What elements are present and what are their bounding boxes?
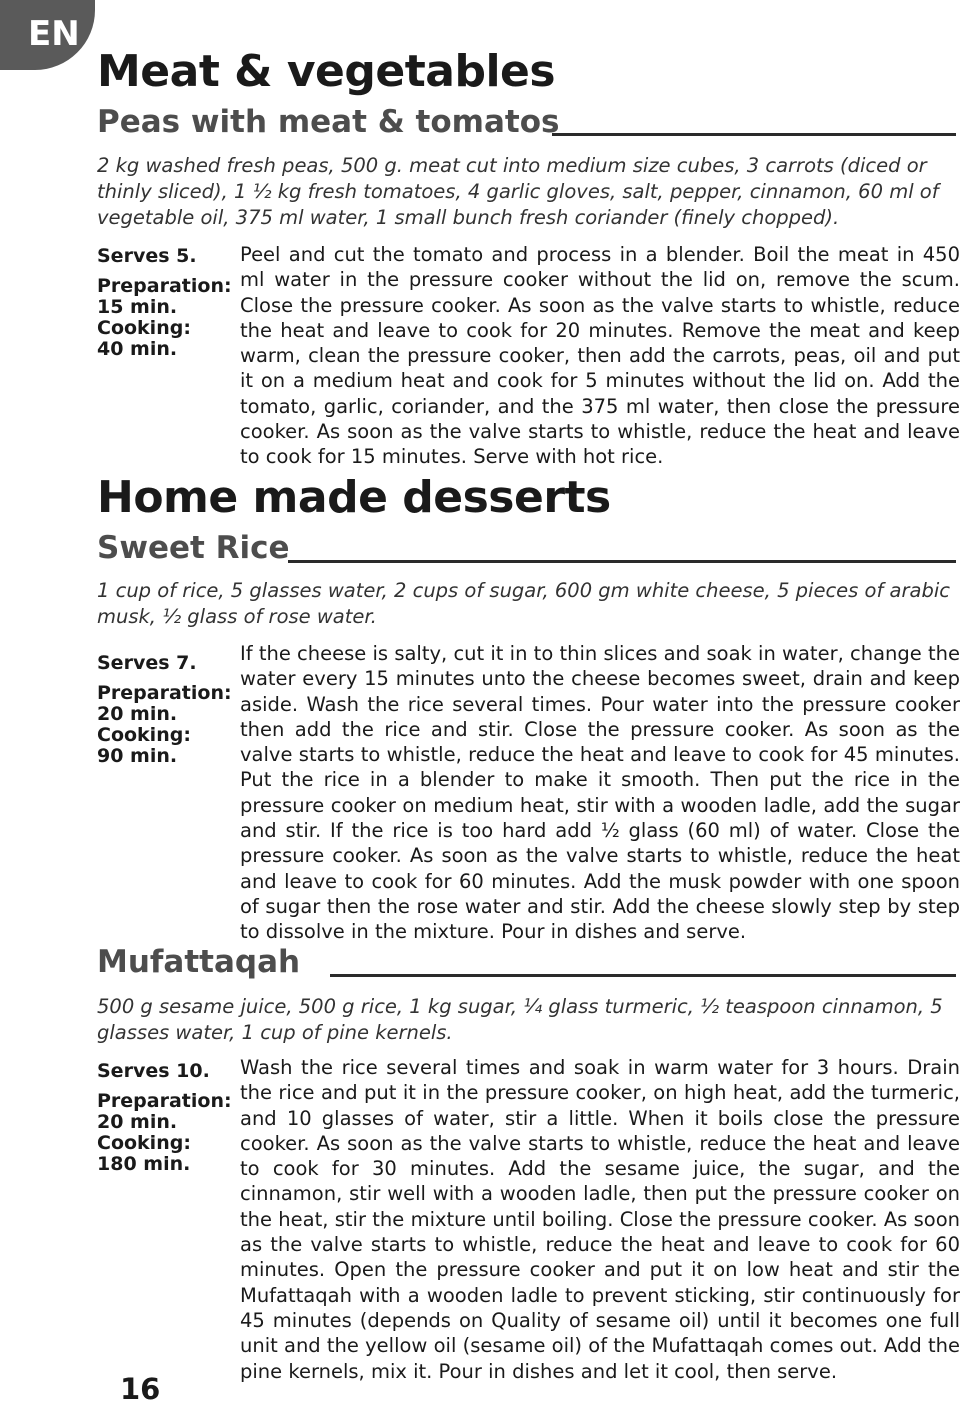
title-rule [288,560,956,563]
serves-label: Serves 7. [97,652,197,674]
serves-label: Serves 10. [97,1060,210,1082]
recipe-meta-sweet-rice [97,653,237,767]
cooking-label: Cooking: [97,724,191,746]
recipe-method-sweet-rice: If the cheese is salty, cut it in to thin slices and soak in water, change the water every 15 minutes unto the cheese becomes sweet, drain and keep aside. Wash the rice several times. Pour water into the pressure cooker then add the rice and stir. Close the pressure cooker. As soon as the valve starts to whistle, reduce the heat and leave to cook for 45 minutes. Put the rice in a blender to make it smooth. Then put the rice in the pressure cooker on medium heat, stir with a wooden ladle, add the sugar and stir. If the rice is too hard add ½ glass (60 ml) of water. Close the pressure cooker. As soon as the valve starts to whistle, reduce the heat and leave to cook for 60 minutes. Add the musk powder with one spoon of sugar then the rose water and stir. Add the cheese slowly step by step to dissolve in the mixture. Pour in dishes and serve. [240,642,960,944]
recipe-title-sweet-rice: Sweet Rice [97,530,290,566]
recipe-meta-peas [97,246,237,360]
section-title-home-made-desserts: Home made desserts [97,472,611,523]
page-number: 16 [120,1372,161,1406]
cooking-label: Cooking: [97,317,191,339]
preparation-label: Preparation: [97,275,232,297]
preparation-time: 20 min. [97,1111,178,1133]
recipe-meta-mufattaqah [97,1061,237,1175]
cooking-time: 180 min. [97,1153,191,1175]
recipe-ingredients-mufattaqah: 500 g sesame juice, 500 g rice, 1 kg sugar, ¼ glass turmeric, ½ teaspoon cinnamon, 5 glasses water, 1 cup of pine kernels. [97,995,943,1044]
preparation-label: Preparation: [97,1090,232,1112]
preparation-label: Preparation: [97,682,232,704]
language-tab: EN [0,0,95,70]
recipe-title-peas: Peas with meat & tomatos [97,104,560,140]
preparation-time: 20 min. [97,703,178,725]
recipe-title-mufattaqah: Mufattaqah [97,944,301,980]
preparation-time: 15 min. [97,296,178,318]
title-rule [552,133,956,136]
recipe-ingredients-sweet-rice: 1 cup of rice, 5 glasses water, 2 cups of sugar, 600 gm white cheese, 5 pieces of arabic musk, ½ glass of rose water. [97,579,950,628]
section-title-meat-vegetables: Meat & vegetables [97,46,556,97]
cooking-label: Cooking: [97,1132,191,1154]
recipe-ingredients-peas: 2 kg washed fresh peas, 500 g. meat cut into medium size cubes, 3 carrots (diced or thinly sliced), 1 ½ kg fresh tomatoes, 4 garlic gloves, salt, pepper, cinnamon, 60 ml of vegetable oil, 375 ml water, 1 small bunch fresh coriander (finely chopped). [97,154,939,229]
recipe-method-peas: Peel and cut the tomato and process in a blender. Boil the meat in 450 ml water in the pressure cooker without the lid on, remove the scum. Close the pressure cooker. As soon as the valve starts to whistle, reduce the heat and leave to cook for 20 minutes. Remove the meat and keep warm, clean the pressure cooker, then add the carrots, peas, oil and put it on a medium heat and cook for 5 minutes without the lid on. Add the tomato, garlic, coriander, and the 375 ml water, then close the pressure cooker. As soon as the valve starts to whistle, reduce the heat and leave to cook for 15 minutes. Serve with hot rice. [240,243,960,469]
serves-label: Serves 5. [97,245,197,267]
cooking-time: 90 min. [97,745,178,767]
recipe-method-mufattaqah: Wash the rice several times and soak in warm water for 3 hours. Drain the rice and put it in the pressure cooker, on high heat, add the turmeric, and 10 glasses of water, stir a little. When it boils close the pressure cooker. As soon as the valve starts to whistle, reduce the heat and leave to cook for 30 minutes. Add the sesame juice, the sugar, and the cinnamon, stir well with a wooden ladle, then put the pressure cooker on the heat, stir the mixture until boiling. Close the pressure cooker. As soon as the valve starts to whistle, reduce the heat and leave to cook for 60 minutes. Open the pressure cooker and put it on low heat and stir the Mufattaqah with a wooden ladle to prevent sticking, stir continuously for 45 minutes (depends on Quality of sesame oil) until it becomes one full unit and the yellow oil (sesame oil) of the Mufattaqah comes out. Add the pine kernels, mix it. Pour in dishes and let it cool, then serve. [240,1056,960,1383]
cooking-time: 40 min. [97,338,178,360]
title-rule [330,974,956,977]
